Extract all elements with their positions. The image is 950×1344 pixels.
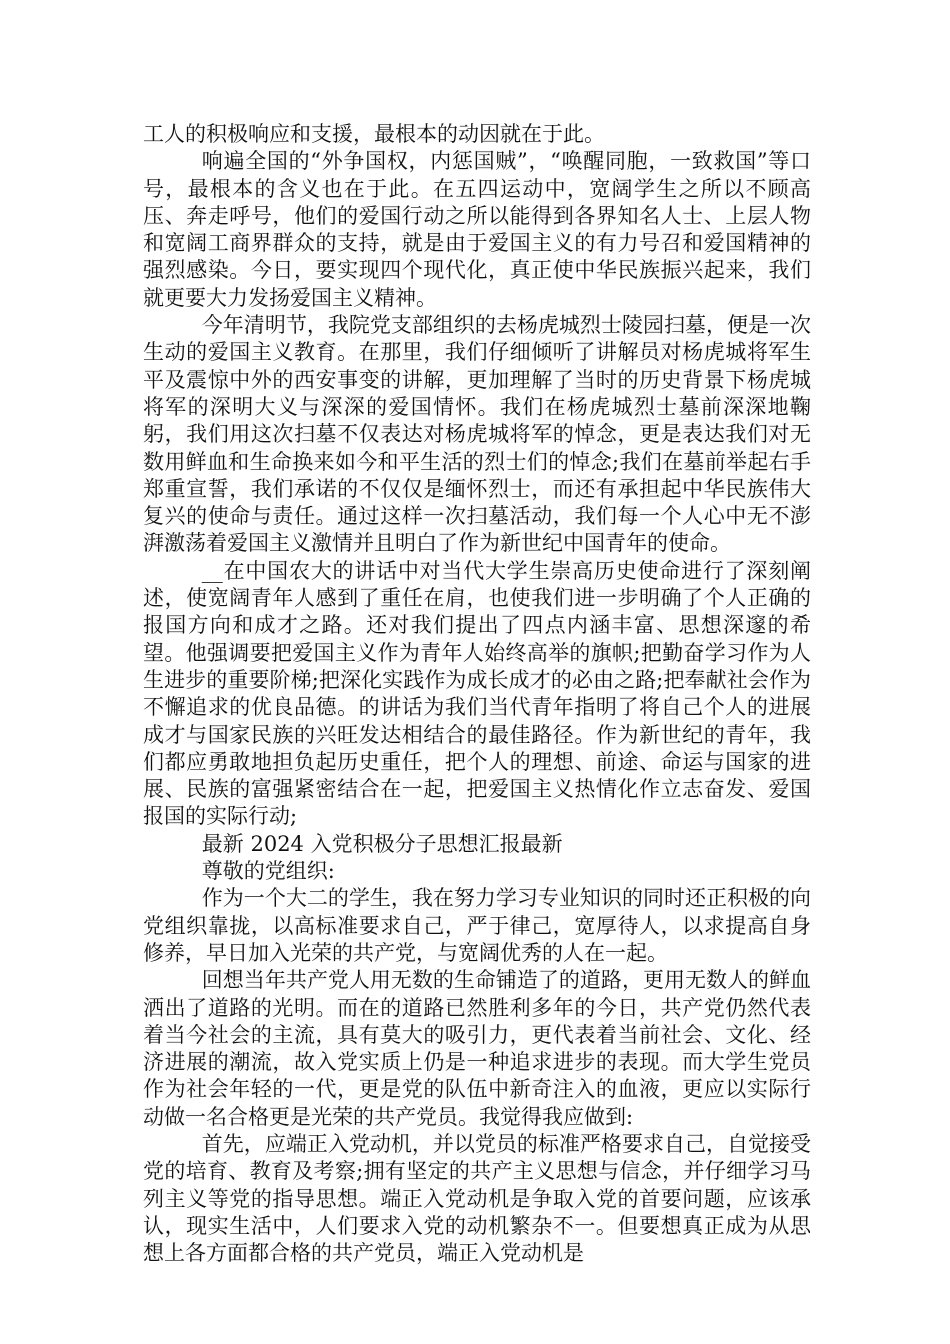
salutation: 尊敬的党组织: bbox=[201, 859, 335, 884]
paragraph-4: __在中国农大的讲话中对当代大学生崇高历史使命进行了深刻阐述，使宽阔青年人感到了重任在肩，也使我们进一步明确了个人正确的报国方向和成才之路。还对我们提出了四点内涵丰富、思想深邃的希望。他强调要把爱国主义作为青年人始终高举的旗帜;把勤奋学习作为人生进步的重要阶梯;把深化实践作为成长成才的必由之路;把奉献社会作为不懈追求的优良品德。的讲话为我们当代青年指明了将自己个人的进展成才与国家民族的兴旺发达相结合的最佳路径。作为新世纪的青年，我们都应勇敢地担负起历史重任，把个人的理想、前途、命运与国家的进展、民族的富强紧密结合在一起，把爱国主义热情化作立志奋发、爱国报国的实际行动; bbox=[143, 558, 811, 829]
paragraph-5: 作为一个大二的学生，我在努力学习专业知识的同时还正积极的向党组织靠拢，以高标准要求自己，严于律己，宽厚待人，以求提高自身修养，早日加入光荣的共产党，与宽阔优秀的人在一起。 bbox=[143, 886, 811, 965]
document-body bbox=[143, 121, 811, 1267]
paragraph-3: 今年清明节，我院党支部组织的去杨虎城烈士陵园扫墓，便是一次生动的爱国主义教育。在那里，我们仔细倾听了讲解员对杨虎城将军生平及震惊中外的西安事变的讲解，更加理解了当时的历史背景下杨虎城将军的深明大义与深深的爱国情怀。我们在杨虎城烈士墓前深深地鞠躬，我们用这次扫墓不仅表达对杨虎城将军的悼念，更是表达我们对无数用鲜血和生命换来如今和平生活的烈士们的悼念;我们在墓前举起右手郑重宣誓，我们承诺的不仅仅是缅怀烈士，而还有承担起中华民族伟大复兴的使命与责任。通过这样一次扫墓活动，我们每一个人心中无不澎湃激荡着爱国主义激情并且明白了作为新世纪中国青年的使命。 bbox=[143, 313, 811, 556]
section-heading: 最新 2024 入党积极分子思想汇报最新 bbox=[201, 831, 563, 856]
paragraph-1: 工人的积极响应和支援，最根本的动因就在于此。 bbox=[143, 122, 605, 146]
paragraph-2: 响遍全国的“外争国权，内惩国贼”，“唤醒同胞，一致救国”等口号，最根本的含义也在于此。在五四运动中，宽阔学生之所以不顾高压、奔走呼号，他们的爱国行动之所以能得到各界知名人士、上层人物和宽阔工商界群众的支持，就是由于爱国主义的有力号召和爱国精神的强烈感染。今日，要实现四个现代化，真正使中华民族振兴起来，我们就更要大力发扬爱国主义精神。 bbox=[143, 149, 811, 310]
paragraph-6: 回想当年共产党人用无数的生命铺造了的道路，更用无数人的鲜血洒出了道路的光明。而在的道路已然胜利多年的今日，共产党仍然代表着当今社会的主流，具有莫大的吸引力，更代表着当前社会、文化、经济进展的潮流，故入党实质上仍是一种追求进步的表现。而大学生党员作为社会年轻的一代，更是党的队伍中新奇注入的血液，更应以实际行动做一名合格更是光荣的共产党员。我觉得我应做到: bbox=[143, 968, 811, 1129]
paragraph-7: 首先，应端正入党动机，并以党员的标准严格要求自己，自觉接受党的培育、教育及考察;拥有坚定的共产主义思想与信念，并仔细学习马列主义等党的指导思想。端正入党动机是争取入党的首要问题，应该承认，现实生活中，人们要求入党的动机繁杂不一。但要想真正成为从思想上各方面都合格的共产党员，端正入党动机是 bbox=[143, 1131, 811, 1266]
